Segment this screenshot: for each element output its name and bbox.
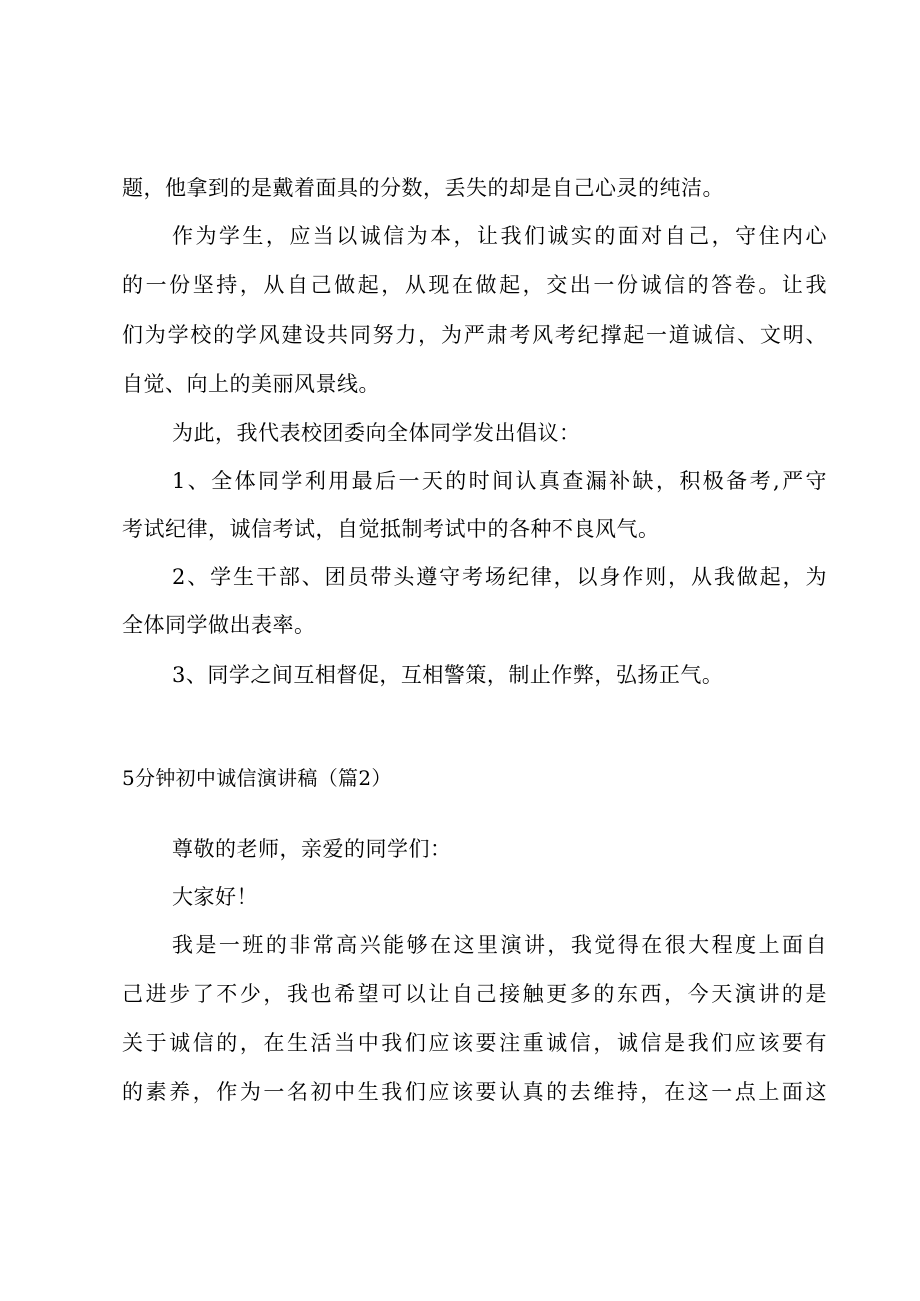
paragraph-line: 的一份坚持，从自己做起，从现在做起，交出一份诚信的答卷。让我 [122, 273, 827, 297]
paragraph-line: 为此，我代表校团委向全体同学发出倡议： [172, 421, 581, 445]
list-item-line: 1、全体同学利用最后一天的时间认真查漏补缺，积极备考,严守 [172, 469, 827, 493]
paragraph-line: 关于诚信的，在生活当中我们应该要注重诚信，诚信是我们应该要有 [122, 1031, 827, 1055]
paragraph-line: 的素养，作为一名初中生我们应该要认真的去维持，在这一点上面这 [122, 1080, 827, 1104]
list-item-line: 考试纪律，诚信考试，自觉抵制考试中的各种不良风气。 [122, 517, 660, 541]
list-item-line: 3、同学之间互相督促，互相警策，制止作弊，弘扬正气。 [172, 663, 724, 687]
paragraph-line: 己进步了不少，我也希望可以让自己接触更多的东西，今天演讲的是 [122, 982, 827, 1006]
list-item-line: 全体同学做出表率。 [122, 613, 316, 637]
paragraph-line: 题，他拿到的是戴着面具的分数，丢失的却是自己心灵的纯洁。 [122, 176, 724, 200]
paragraph-line: 我是一班的非常高兴能够在这里演讲，我觉得在很大程度上面自 [172, 933, 827, 957]
paragraph-line: 作为学生，应当以诚信为本，让我们诚实的面对自己，守住内心 [172, 224, 827, 248]
salutation: 尊敬的老师，亲爱的同学们： [172, 837, 452, 861]
paragraph-line: 们为学校的学风建设共同努力，为严肃考风考纪撑起一道诚信、文明、 [122, 323, 827, 347]
greeting: 大家好！ [172, 885, 258, 909]
list-item-line: 2、学生干部、团员带头遵守考场纪律，以身作则，从我做起，为 [172, 565, 827, 589]
paragraph-line: 自觉、向上的美丽风景线。 [122, 372, 380, 396]
section-heading: 5分钟初中诚信演讲稿（篇2） [122, 766, 392, 790]
